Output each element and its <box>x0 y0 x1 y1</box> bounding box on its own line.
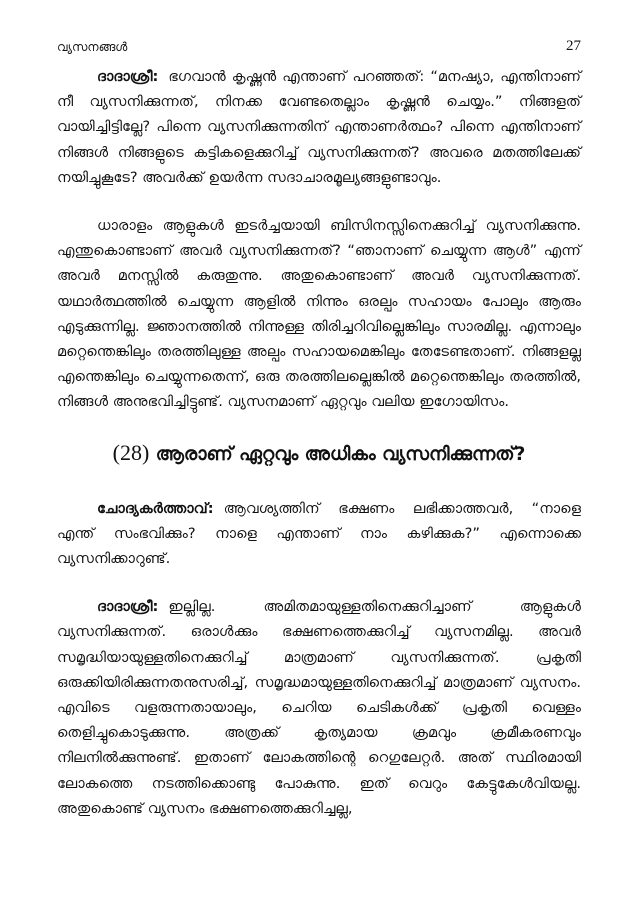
speaker-label: ദാദാശ്രീ: <box>97 598 159 616</box>
paragraph <box>57 64 581 190</box>
paragraph-text: ആവശ്യത്തിന് ഭക്ഷണം ലഭിക്കാത്തവർ, “നാളെ എന്ത് സംഭവിക്കും? നാളെ എന്താണ് നാം കഴിക്കുക?” എന്നൊക്കെ വ്യസനിക്കാറുണ്ട്. <box>57 499 581 568</box>
page-body <box>57 64 581 821</box>
speaker-label: ദാദാശ്രീ: <box>97 68 159 85</box>
paragraph <box>57 594 581 821</box>
paragraph-text: ഭഗവാൻ കൃഷ്ണൻ എന്താണ് പറഞ്ഞത്: “മനഷ്യാ, എന്തിനാണ് നീ വ്യസനിക്കുന്നത്, നിനക്ക വേണ്ടതെല്ലാം കൃഷ്ണൻ ചെയ്യം.” നിങ്ങളത് വായിച്ചിട്ടില്ലേ? പിന്നെ വ്യസനിക്കുന്നതിന് എന്താണർത്ഥം? പിന്നെ എന്തിനാണ് നിങ്ങൾ നിങ്ങളുടെ കട്ടികളെക്കുറിച്ച് വ്യസനിക്കുന്നത്? അവരെ മതത്തിലേക്ക് നയിച്ചുകൂടേ? അവർക്ക് ഉയർന്ന സദാചാരമൂല്യങ്ങളുണ്ടാവും. <box>57 68 581 186</box>
running-header: വ്യസനങ്ങൾ <box>57 40 128 54</box>
section-title: ആരാണ് ഏറ്റവും അധികം വ്യസനിക്കുന്നത്? <box>155 443 526 465</box>
paragraph-text: ധാരാളം ആളുകൾ ഇടർച്ചയായി ബിസിനസ്സിനെക്കുറിച്ച് വ്യസനിക്കുന്നു. എന്തുകൊണ്ടാണ് അവർ വ്യസനിക്കുന്നത്? “ഞാനാണ് ചെയ്യുന്ന ആൾ” എന്ന് അവർ മനസ്സിൽ കരുതുന്നു. അതുകൊണ്ടാണ് അവർ വ്യസനിക്കുന്നത്. യഥാർത്ഥത്തിൽ ചെയ്യുന്ന ആളിൽ നിന്നും ഒരല്പം സഹായം പോലും ആരും എടുക്കുന്നില്ല. ജ്ഞാനത്തിൽ നിന്നുള്ള തിരിച്ചറിവില്ലെങ്കിലും സാരമില്ല. എന്നാലും മറ്റെന്തെങ്കിലും തരത്തിലുള്ള അല്പം സഹായമെങ്കിലും തേടേണ്ടതാണ്. നിങ്ങളല്ല എന്തെങ്കിലും ചെയ്യുന്നതെന്ന്, ഒരു തരത്തിലല്ലെങ്കിൽ മറ്റെന്തെങ്കിലും തരത്തിൽ, നിങ്ങൾ അനുഭവിച്ചിട്ടുണ്ട്. വ്യസനമാണ് ഏറ്റവും വലിയ ഇഗോയിസം. <box>57 217 581 411</box>
speaker-label: ചോദ്യകർത്താവ്: <box>97 499 214 517</box>
paragraph-text: ഇല്ലില്ല. അമിതമായുള്ളതിനെക്കുറിച്ചാണ് ആളുകൾ വ്യസനിക്കുന്നത്. ഒരാൾക്കും ഭക്ഷണത്തെക്കുറിച്ച് വ്യസനമില്ല. അവർ സമൃദ്ധിയായുള്ളതിനെക്കുറിച്ച് മാത്രമാണ് വ്യസനിക്കുന്നത്. പ്രകൃതി ഒരുക്കിയിരിക്കുന്നതനുസരിച്ച്, സമൃദ്ധമായുള്ളതിനെക്കുറിച്ച് മാത്രമാണ് വ്യസനം. എവിടെ വളരുന്നതായാലും, ചെറിയ ചെടികൾക്ക് പ്രകൃതി വെള്ളം തെളിച്ചുകൊടുക്കുന്നു. അത്രക്ക് കൃത്യമായ ക്രമവും ക്രമീകരണവും നിലനിൽക്കുന്നുണ്ട്. ഇതാണ് ലോകത്തിന്റെ റെഗുലേറ്റർ. അത് സ്ഥിരമായി ലോകത്തെ നടത്തിക്കൊണ്ടു പോകുന്നു. ഇത് വെറും കേട്ടുകേൾവിയല്ല. അതുകൊണ്ട് വ്യസനം ഭക്ഷണത്തെക്കുറിച്ചല്ല, <box>57 598 581 817</box>
page-number: 27 <box>566 38 581 54</box>
section-number: (28) <box>112 439 150 465</box>
section-heading <box>57 438 581 470</box>
paragraph <box>57 213 581 415</box>
paragraph <box>57 496 581 572</box>
